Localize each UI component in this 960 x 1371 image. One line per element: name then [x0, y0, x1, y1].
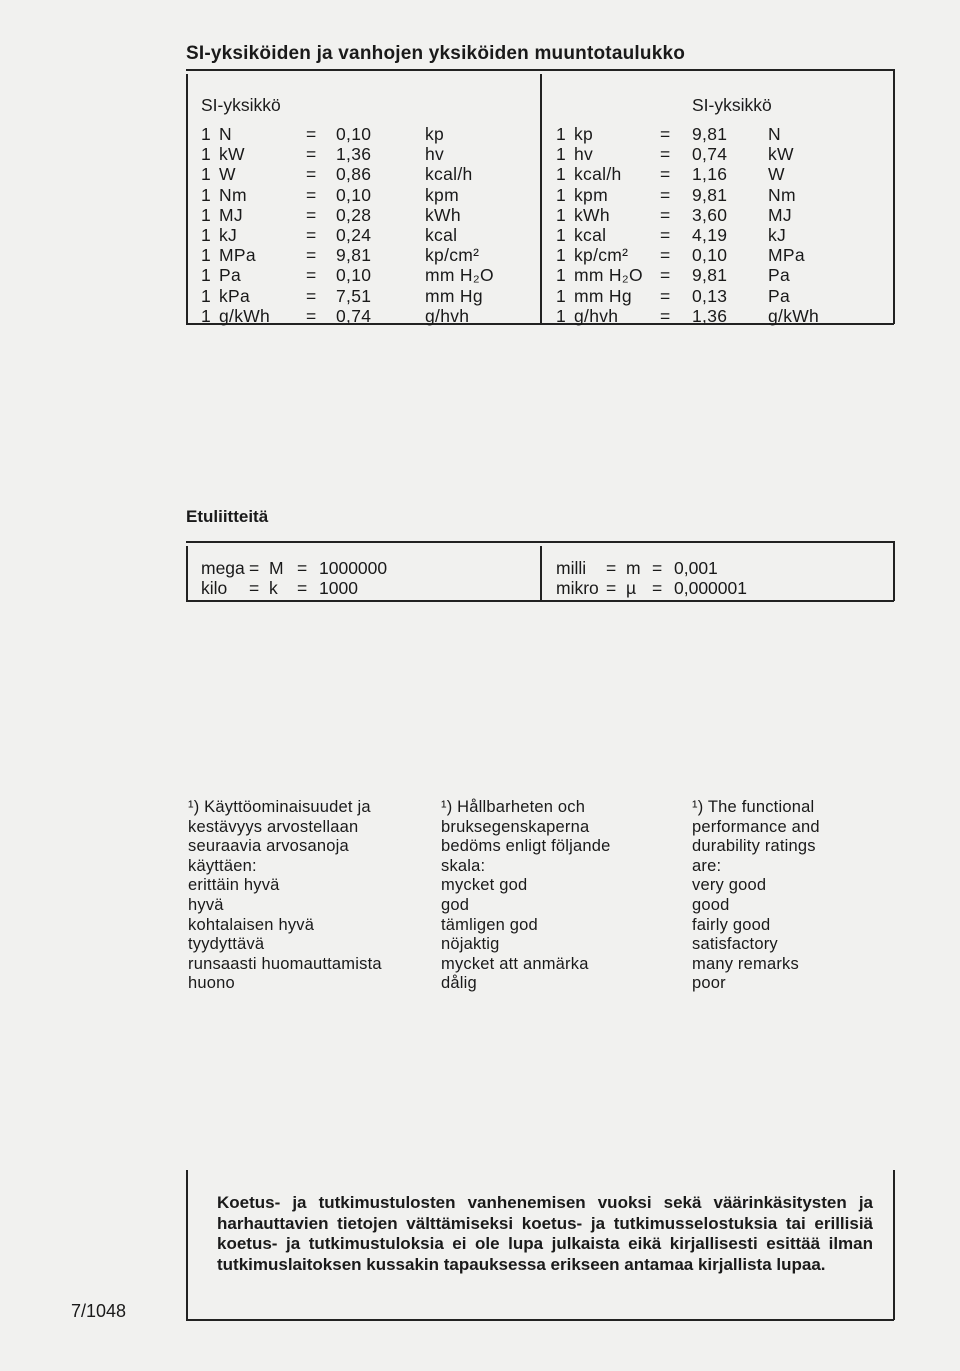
cell-eq: = [660, 204, 671, 225]
cell-eq: = [660, 184, 671, 205]
note-line: ¹) The functional [692, 798, 815, 816]
note-line: tämligen god [441, 915, 538, 934]
prefix-row [556, 578, 876, 598]
note-english [692, 798, 820, 994]
cell-unit: Pa [219, 265, 242, 286]
cell-val: 9,81 [692, 124, 728, 144]
cell-old: g/hvh [574, 305, 619, 326]
cell-val: 0,74 [336, 305, 372, 326]
note-line: fairly good [692, 915, 771, 934]
cell-eq: = [660, 245, 671, 266]
prefix-list-left [201, 558, 521, 598]
prefix-name: mega [201, 558, 245, 578]
table-row [556, 144, 886, 164]
table-row [556, 265, 886, 285]
cell-old: kp/cm² [425, 245, 480, 266]
note-line: erittäin hyvä [188, 876, 280, 895]
prefixes-title: Etuliitteitä [186, 507, 269, 526]
cell-old: kp [574, 124, 594, 144]
note-line: runsaasti huomauttamista [188, 954, 382, 973]
cell-qty: 1 [201, 265, 212, 286]
cell-qty: 1 [556, 164, 567, 185]
cell-eq: = [306, 144, 317, 165]
cell-unit: W [768, 164, 785, 185]
table-row [201, 144, 531, 164]
cell-eq: = [660, 144, 671, 165]
cell-val: 4,19 [692, 224, 728, 245]
cell-old: kpm [574, 184, 608, 205]
prefix-eq2: = [297, 578, 308, 598]
cell-eq: = [660, 305, 671, 326]
note-line: tyydyttävä [188, 935, 265, 954]
cell-eq: = [306, 224, 317, 245]
cell-qty: 1 [556, 305, 567, 326]
table-row [556, 225, 886, 245]
prefix-bottom-rule [186, 600, 894, 602]
cell-val: 1,16 [692, 164, 728, 185]
table-row [556, 286, 886, 306]
prefix-row [556, 558, 876, 578]
note-line: are: [692, 856, 722, 875]
note-line: durability ratings [692, 837, 816, 856]
cell-eq: = [660, 124, 671, 144]
note-line: poor [692, 974, 726, 993]
cell-unit: g/kWh [219, 305, 271, 326]
cell-old: kcal/h [574, 164, 622, 185]
cell-unit: kPa [219, 285, 251, 306]
cell-val: 0,10 [336, 184, 372, 205]
page-title: SI-yksiköiden ja vanhojen yksiköiden muuntotaulukko [186, 43, 686, 64]
disclaimer-left-rule [186, 1170, 188, 1320]
cell-val: 0,10 [336, 124, 372, 144]
prefix-right-rule [893, 541, 895, 601]
prefix-val: 1000000 [319, 558, 388, 578]
cell-qty: 1 [556, 184, 567, 205]
note-line: ¹) Hållbarheten och [441, 798, 586, 816]
cell-old: kWh [425, 204, 461, 225]
prefix-eq1: = [249, 558, 260, 578]
prefix-eq1: = [606, 578, 617, 598]
cell-val: 0,13 [692, 285, 728, 306]
cell-qty: 1 [556, 285, 567, 306]
cell-unit: kJ [768, 224, 787, 245]
prefix-eq1: = [249, 578, 260, 598]
cell-old: mm H₂O [425, 265, 494, 286]
note-line: kestävyys arvostellaan [188, 817, 359, 836]
cell-val: 9,81 [336, 245, 372, 266]
disclaimer-text: Koetus- ja tutkimustulosten vanhenemisen vuoksi sekä väärinkäsitysten ja harhauttavien tietojen välttämiseksi koetus- ja tutkimusselostuksia tai erillisiä koetus- ja tutkimustuloksia ei ole lupa julkaista eikä kirjallisesti esittää ilman tutkimuslaitoksen kussakin tapauksessa erikseen antamaa kirjallista lupaa. [217, 1193, 873, 1274]
note-finnish [188, 798, 382, 994]
cell-unit: kJ [219, 224, 238, 245]
cell-val: 3,60 [692, 204, 728, 225]
prefix-sym: m [626, 558, 641, 578]
table-row [556, 164, 886, 184]
note-line: dålig [441, 974, 477, 993]
note-line: good [692, 895, 730, 914]
cell-unit: MPa [219, 245, 256, 266]
cell-old: kp/cm² [574, 245, 629, 266]
cell-eq: = [306, 305, 317, 326]
prefix-sym: µ [626, 578, 637, 598]
note-line: bruksegenskaperna [441, 817, 590, 836]
prefix-name: milli [556, 558, 587, 578]
prefix-list-right [556, 558, 876, 598]
prefix-left-rule [186, 546, 188, 601]
cell-unit: MJ [768, 204, 792, 225]
cell-qty: 1 [201, 204, 212, 225]
cell-eq: = [306, 164, 317, 185]
table-row [556, 185, 886, 205]
note-line: skala: [441, 856, 486, 875]
cell-eq: = [660, 224, 671, 245]
cell-unit: Pa [768, 265, 791, 286]
cell-eq: = [660, 164, 671, 185]
prefix-row [201, 558, 521, 578]
table-right-rule [893, 69, 895, 324]
prefix-val: 1000 [319, 578, 358, 598]
cell-unit: Nm [219, 184, 247, 205]
prefix-eq1: = [606, 558, 617, 578]
table-middle-rule [540, 74, 542, 324]
note-swedish [441, 798, 611, 994]
cell-old: kpm [425, 184, 459, 205]
cell-eq: = [306, 265, 317, 286]
cell-old: kp [425, 124, 445, 144]
cell-qty: 1 [201, 124, 212, 144]
prefix-eq2: = [652, 578, 663, 598]
prefix-name: mikro [556, 578, 599, 598]
cell-unit: MJ [219, 204, 243, 225]
table-row [201, 225, 531, 245]
note-line: many remarks [692, 954, 799, 973]
note-line: very good [692, 876, 767, 895]
prefix-eq2: = [297, 558, 308, 578]
table-row [556, 306, 886, 326]
prefix-name: kilo [201, 578, 228, 598]
cell-qty: 1 [201, 144, 212, 165]
cell-unit: kW [219, 144, 245, 165]
cell-qty: 1 [201, 184, 212, 205]
cell-eq: = [660, 265, 671, 286]
cell-qty: 1 [556, 265, 567, 286]
cell-qty: 1 [201, 305, 212, 326]
cell-qty: 1 [556, 144, 567, 165]
cell-old: mm H₂O [574, 265, 643, 286]
cell-unit: N [219, 124, 232, 144]
note-line: hyvä [188, 895, 224, 914]
table-row [201, 205, 531, 225]
note-line: nöjaktig [441, 935, 500, 954]
prefix-val: 0,001 [674, 558, 718, 578]
cell-qty: 1 [556, 204, 567, 225]
cell-val: 1,36 [336, 144, 372, 165]
table-row [201, 185, 531, 205]
cell-eq: = [660, 285, 671, 306]
note-line: mycket god [441, 876, 528, 895]
prefix-top-rule [186, 541, 894, 543]
cell-old: kcal [574, 224, 607, 245]
cell-qty: 1 [201, 164, 212, 185]
cell-old: hv [574, 144, 594, 165]
note-line: bedöms enligt följande [441, 837, 611, 856]
cell-unit: g/kWh [768, 305, 820, 326]
note-line: käyttäen: [188, 856, 257, 875]
prefix-eq2: = [652, 558, 663, 578]
table-left-rule [186, 74, 188, 324]
cell-val: 0,28 [336, 204, 372, 225]
cell-val: 0,10 [692, 245, 728, 266]
cell-old: g/hvh [425, 305, 470, 326]
cell-eq: = [306, 204, 317, 225]
note-line: performance and [692, 817, 820, 836]
prefix-row [201, 578, 521, 598]
note-line: kohtalaisen hyvä [188, 915, 315, 934]
cell-qty: 1 [556, 245, 567, 266]
cell-eq: = [306, 184, 317, 205]
cell-val: 9,81 [692, 184, 728, 205]
table-row [556, 124, 886, 144]
prefix-middle-rule [540, 546, 542, 601]
cell-val: 9,81 [692, 265, 728, 286]
table-top-rule [186, 69, 894, 71]
page-number: 7/1048 [71, 1301, 127, 1321]
cell-qty: 1 [201, 285, 212, 306]
cell-val: 0,24 [336, 224, 372, 245]
note-line: mycket att anmärka [441, 954, 589, 973]
cell-eq: = [306, 285, 317, 306]
cell-old: kcal [425, 224, 458, 245]
prefix-sym: k [269, 578, 278, 598]
cell-val: 7,51 [336, 285, 372, 306]
disclaimer-bottom-rule [186, 1319, 894, 1321]
note-line: satisfactory [692, 935, 778, 954]
cell-qty: 1 [201, 245, 212, 266]
cell-old: hv [425, 144, 445, 165]
disclaimer-right-rule [893, 1170, 895, 1320]
cell-unit: kW [768, 144, 794, 165]
table-row [201, 164, 531, 184]
table-row [201, 286, 531, 306]
cell-unit: MPa [768, 245, 805, 266]
table-row [201, 265, 531, 285]
left-column-header: SI-yksikkö [201, 95, 281, 115]
note-line: huono [188, 974, 235, 993]
cell-unit: W [219, 164, 236, 185]
cell-old: mm Hg [574, 285, 632, 306]
cell-val: 0,86 [336, 164, 372, 185]
note-line: god [441, 895, 470, 914]
table-row [201, 245, 531, 265]
right-conversion-list [556, 124, 886, 326]
cell-val: 0,74 [692, 144, 728, 165]
note-line: ¹) Käyttöominaisuudet ja [188, 798, 371, 816]
cell-old: mm Hg [425, 285, 483, 306]
cell-val: 1,36 [692, 305, 728, 326]
prefix-val: 0,000001 [674, 578, 747, 598]
left-conversion-list [201, 124, 531, 326]
cell-old: kcal/h [425, 164, 473, 185]
cell-unit: Nm [768, 184, 796, 205]
right-column-header: SI-yksikkö [692, 95, 772, 115]
table-row [556, 205, 886, 225]
cell-val: 0,10 [336, 265, 372, 286]
cell-eq: = [306, 124, 317, 144]
table-row [201, 124, 531, 144]
note-line: seuraavia arvosanoja [188, 837, 349, 856]
cell-old: kWh [574, 204, 610, 225]
table-row [556, 245, 886, 265]
cell-unit: Pa [768, 285, 791, 306]
cell-qty: 1 [556, 124, 567, 144]
cell-qty: 1 [556, 224, 567, 245]
cell-eq: = [306, 245, 317, 266]
cell-qty: 1 [201, 224, 212, 245]
table-row [201, 306, 531, 326]
cell-unit: N [768, 124, 781, 144]
prefix-sym: M [269, 558, 284, 578]
